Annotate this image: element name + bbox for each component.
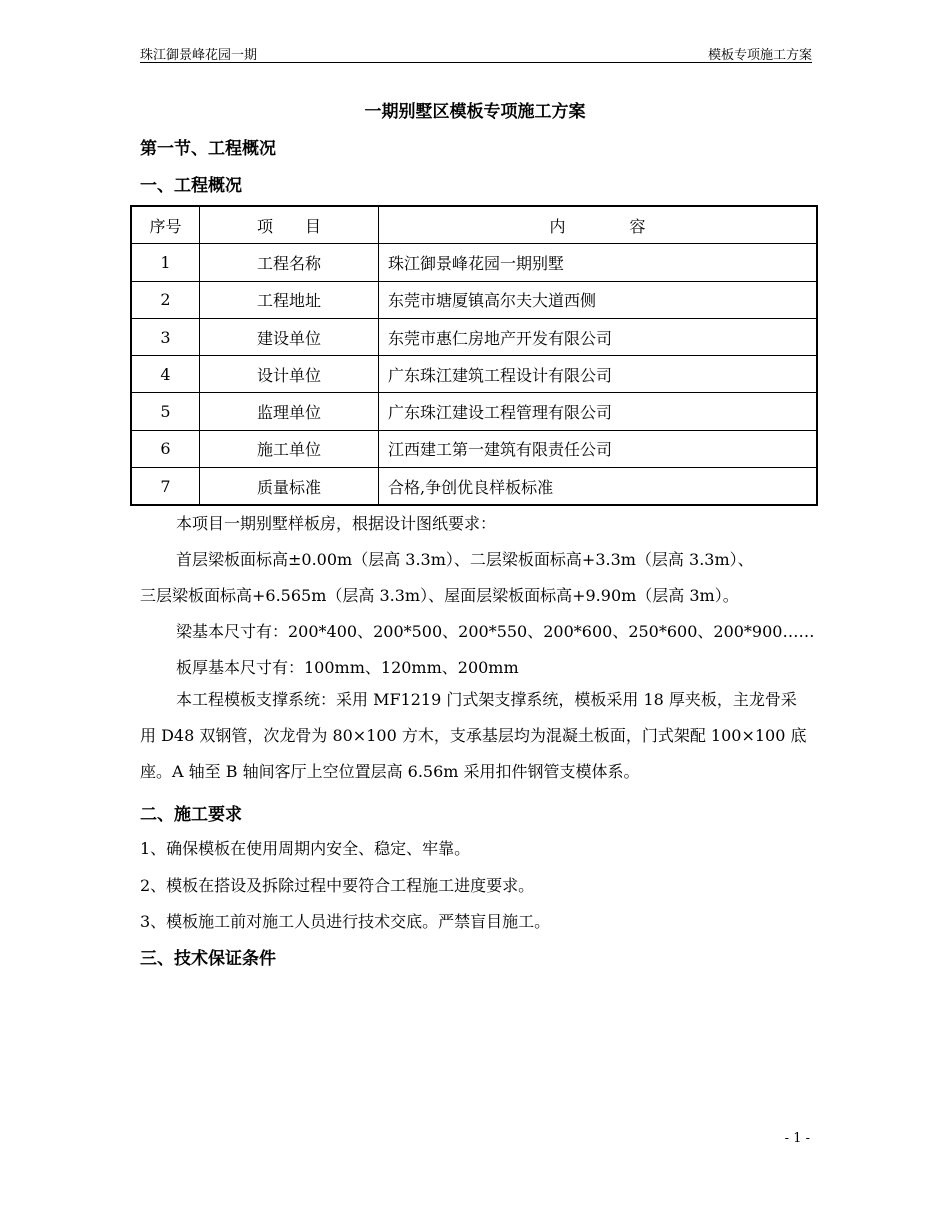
subsection-heading-requirements: 二、施工要求 — [140, 805, 242, 825]
paragraph-intro: 本项目一期别墅样板房，根据设计图纸要求： — [176, 514, 497, 533]
row-number: 5 — [131, 393, 200, 430]
table-row — [131, 356, 817, 393]
requirement-item: 1、确保模板在使用周期内安全、稳定、牢靠。 — [140, 839, 471, 858]
paragraph-support-system: 本工程模板支撑系统：采用 MF1219 门式架支撑系统，模板采用 18 厚夹板，主龙骨采用 D48 双钢管，次龙骨为 80×100 方木，支承基层均为混凝土板面，门式架配 100×100 底座。A 轴至 B 轴间客厅上空位置层高 6.56m 采用扣件钢管支模体系。 — [140, 690, 807, 781]
row-item: 工程地址 — [200, 281, 379, 318]
header-document-name: 模板专项施工方案 — [707, 48, 812, 63]
paragraph-elevations-1: 首层梁板面标高±0.00m（层高 3.3m）、二层梁板面标高+3.3m（层高 3.3m）、 — [176, 550, 754, 569]
document-title: 一期别墅区模板专项施工方案 — [364, 102, 586, 122]
row-number: 6 — [131, 430, 200, 467]
paragraph-slab-thickness: 板厚基本尺寸有：100mm、120mm、200mm — [176, 658, 519, 677]
row-item: 施工单位 — [200, 430, 379, 467]
paragraph-elevations-2: 三层梁板面标高+6.565m（层高 3.3m）、屋面层梁板面标高+9.90m（层高 3m）。 — [140, 586, 739, 605]
table-row — [131, 318, 817, 355]
row-number: 3 — [131, 318, 200, 355]
requirement-item: 2、模板在搭设及拆除过程中要符合工程施工进度要求。 — [140, 876, 535, 895]
table-row — [131, 430, 817, 467]
table-header-cell: 序号 — [131, 206, 200, 244]
table-row — [131, 393, 817, 430]
row-item: 监理单位 — [200, 393, 379, 430]
row-content: 东莞市塘厦镇高尔夫大道西侧 — [379, 281, 818, 318]
table-header-row — [131, 206, 817, 244]
row-number: 4 — [131, 356, 200, 393]
row-item: 质量标准 — [200, 468, 379, 506]
table-header-cell: 内 容 — [379, 206, 818, 244]
table-row — [131, 244, 817, 281]
row-content: 珠江御景峰花园一期别墅 — [379, 244, 818, 281]
subsection-heading-technical: 三、技术保证条件 — [140, 949, 276, 969]
row-item: 建设单位 — [200, 318, 379, 355]
page-number: - 1 - — [784, 1131, 810, 1146]
paragraph-beam-sizes: 梁基本尺寸有：200*400、200*500、200*550、200*600、250*600、200*900…… — [176, 622, 815, 641]
row-item: 设计单位 — [200, 356, 379, 393]
row-content: 广东珠江建设工程管理有限公司 — [379, 393, 818, 430]
row-content: 合格,争创优良样板标准 — [379, 468, 818, 506]
table-row — [131, 468, 817, 506]
row-item: 工程名称 — [200, 244, 379, 281]
project-info-table — [130, 205, 818, 506]
row-number: 1 — [131, 244, 200, 281]
row-content: 广东珠江建筑工程设计有限公司 — [379, 356, 818, 393]
table-header-cell: 项 目 — [200, 206, 379, 244]
subsection-heading-overview: 一、工程概况 — [140, 176, 242, 196]
requirement-item: 3、模板施工前对施工人员进行技术交底。严禁盲目施工。 — [140, 912, 551, 931]
row-number: 7 — [131, 468, 200, 506]
row-content: 东莞市惠仁房地产开发有限公司 — [379, 318, 818, 355]
header-project-name: 珠江御景峰花园一期 — [140, 48, 258, 63]
row-content: 江西建工第一建筑有限责任公司 — [379, 430, 818, 467]
row-number: 2 — [131, 281, 200, 318]
table-row — [131, 281, 817, 318]
page-header — [140, 42, 812, 63]
section-heading-1: 第一节、工程概况 — [140, 139, 276, 159]
